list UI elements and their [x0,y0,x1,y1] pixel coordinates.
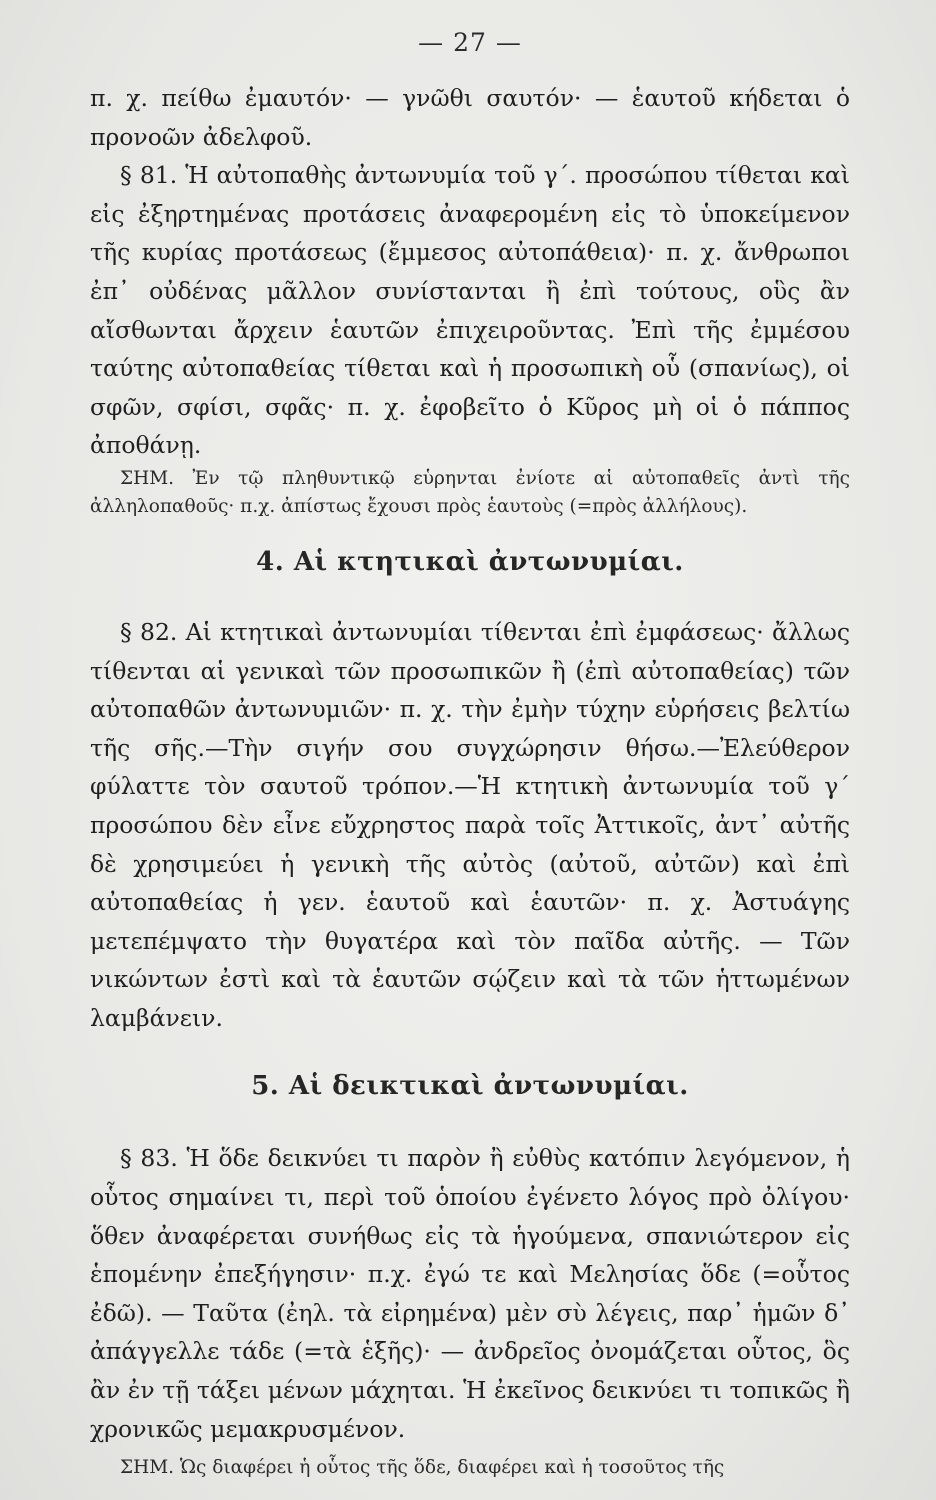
note-section-83: ΣΗΜ. Ὡς διαφέρει ἡ οὗτος τῆς ὅδε, διαφέρει καὶ ἡ τοσοῦτος τῆς [120,1457,725,1479]
note-section-81: ΣΗΜ. Ἐν τῷ πληθυντικῷ εὑρηνται ἐνίοτε αἱ αὐτοπαθεῖς ἀντὶ τῆς ἀλληλοπαθοῦς· π.χ. ἀπίστως ἔχουσι πρὸς ἑαυτοὺς (=πρὸς ἀλλήλους). [90,467,850,517]
paragraph-section-81: § 81. Ἡ αὐτοπαθὴς ἀντωνυμία τοῦ γ΄. προσώπου τίθεται καὶ εἰς ἐξηρτημένας προτάσεις ἀναφερομένη εἰς τὸ ὑποκείμενον τῆς κυρίας προτάσεως (ἔμμεσος αὐτοπάθεια)· π. χ. ἄνθρωποι ἐπ᾿ οὐδένας μᾶλλον συνίστανται ἢ ἐπὶ τούτους, οὓς ἂν αἴσθωνται ἄρχειν ἑαυτῶν ἐπιχειροῦντας. Ἐπὶ τῆς ἐμμέσου ταύτης αὐτοπαθείας τίθεται καὶ ἡ προσωπικὴ οὗ (σπανίως), οἱ σφῶν, σφίσι, σφᾶς· π. χ. ἐφοβεῖτο ὁ Κῦρος μὴ οἱ ὁ πάππος ἀποθάνῃ. [90,161,850,460]
page-number: — 27 — [418,28,522,57]
paragraph-examples: π. χ. πείθω ἐμαυτόν· — γνῶθι σαυτόν· — ἑαυτοῦ κήδεται ὁ προνοῶν ἀδελφοῦ. [90,84,850,151]
paragraph-section-83: § 83. Ἡ ὅδε δεικνύει τι παρὸν ἢ εὐθὺς κατόπιν λεγόμενον, ἡ οὗτος σημαίνει τι, περὶ τοῦ ὁποίου ἐγένετο λόγος πρὸ ὀλίγου· ὅθεν ἀναφέρεται συνήθως εἰς τὰ ἡγούμενα, σπανιώτερον εἰς ἑπομένην ἐπεξήγησιν· π.χ. ἐγώ τε καὶ Μελησίας ὅδε (=οὗτος ἐδῶ). — Ταῦτα (ἐηλ. τὰ εἰρημένα) μὲν σὺ λέγεις, παρ᾿ ἡμῶν δ᾿ ἀπάγγελλε τάδε (=τὰ ἑξῆς)· — ἀνδρεῖος ὀνομάζεται οὗτος, ὃς ἂν ἐν τῇ τάξει μένων μάχηται. Ἡ ἐκεῖνος δεικνύει τι τοπικῶς ἢ χρονικῶς μεμακρυσμένον. [90,1144,850,1443]
paragraph-section-82: § 82. Αἱ κτητικαὶ ἀντωνυμίαι τίθενται ἐπὶ ἐμφάσεως· ἄλλως τίθενται αἱ γενικαὶ τῶν προσωπικῶν ἢ (ἐπὶ αὐτοπαθείας) τῶν αὐτοπαθῶν ἀντωνυμιῶν· π. χ. τὴν ἐμὴν τύχην εὑρήσεις βελτίω τῆς σῆς.—Τὴν σιγήν σου συγχώρησιν θήσω.—Ἐλεύθερον φύλαττε τὸν σαυτοῦ τρόπον.—Ἡ κτητικὴ ἀντωνυμία τοῦ γ΄ προσώπου δὲν εἶνε εὔχρηστος παρὰ τοῖς Ἀττικοῖς, ἀντ᾿ αὐτῆς δὲ χρησιμεύει ἡ γενικὴ τῆς αὐτὸς (αὐτοῦ, αὐτῶν) καὶ ἐπὶ αὐτοπαθείας ἡ γεν. ἑαυτοῦ καὶ ἑαυτῶν· π. χ. Ἀστυάγης μετεπέμψατο τὴν θυγατέρα καὶ τὸν παῖδα αὐτῆς. — Τῶν νικώντων ἐστὶ καὶ τὰ ἑαυτῶν σῴζειν καὶ τὰ τῶν ἡττωμένων λαμβάνειν. [90,617,850,1032]
heading-possessive-pronouns: 4. Αἱ κτητικαὶ ἀντωνυμίαι. [256,546,684,577]
heading-demonstrative-pronouns: 5. Αἱ δεικτικαὶ ἀντωνυμίαι. [251,1071,689,1102]
